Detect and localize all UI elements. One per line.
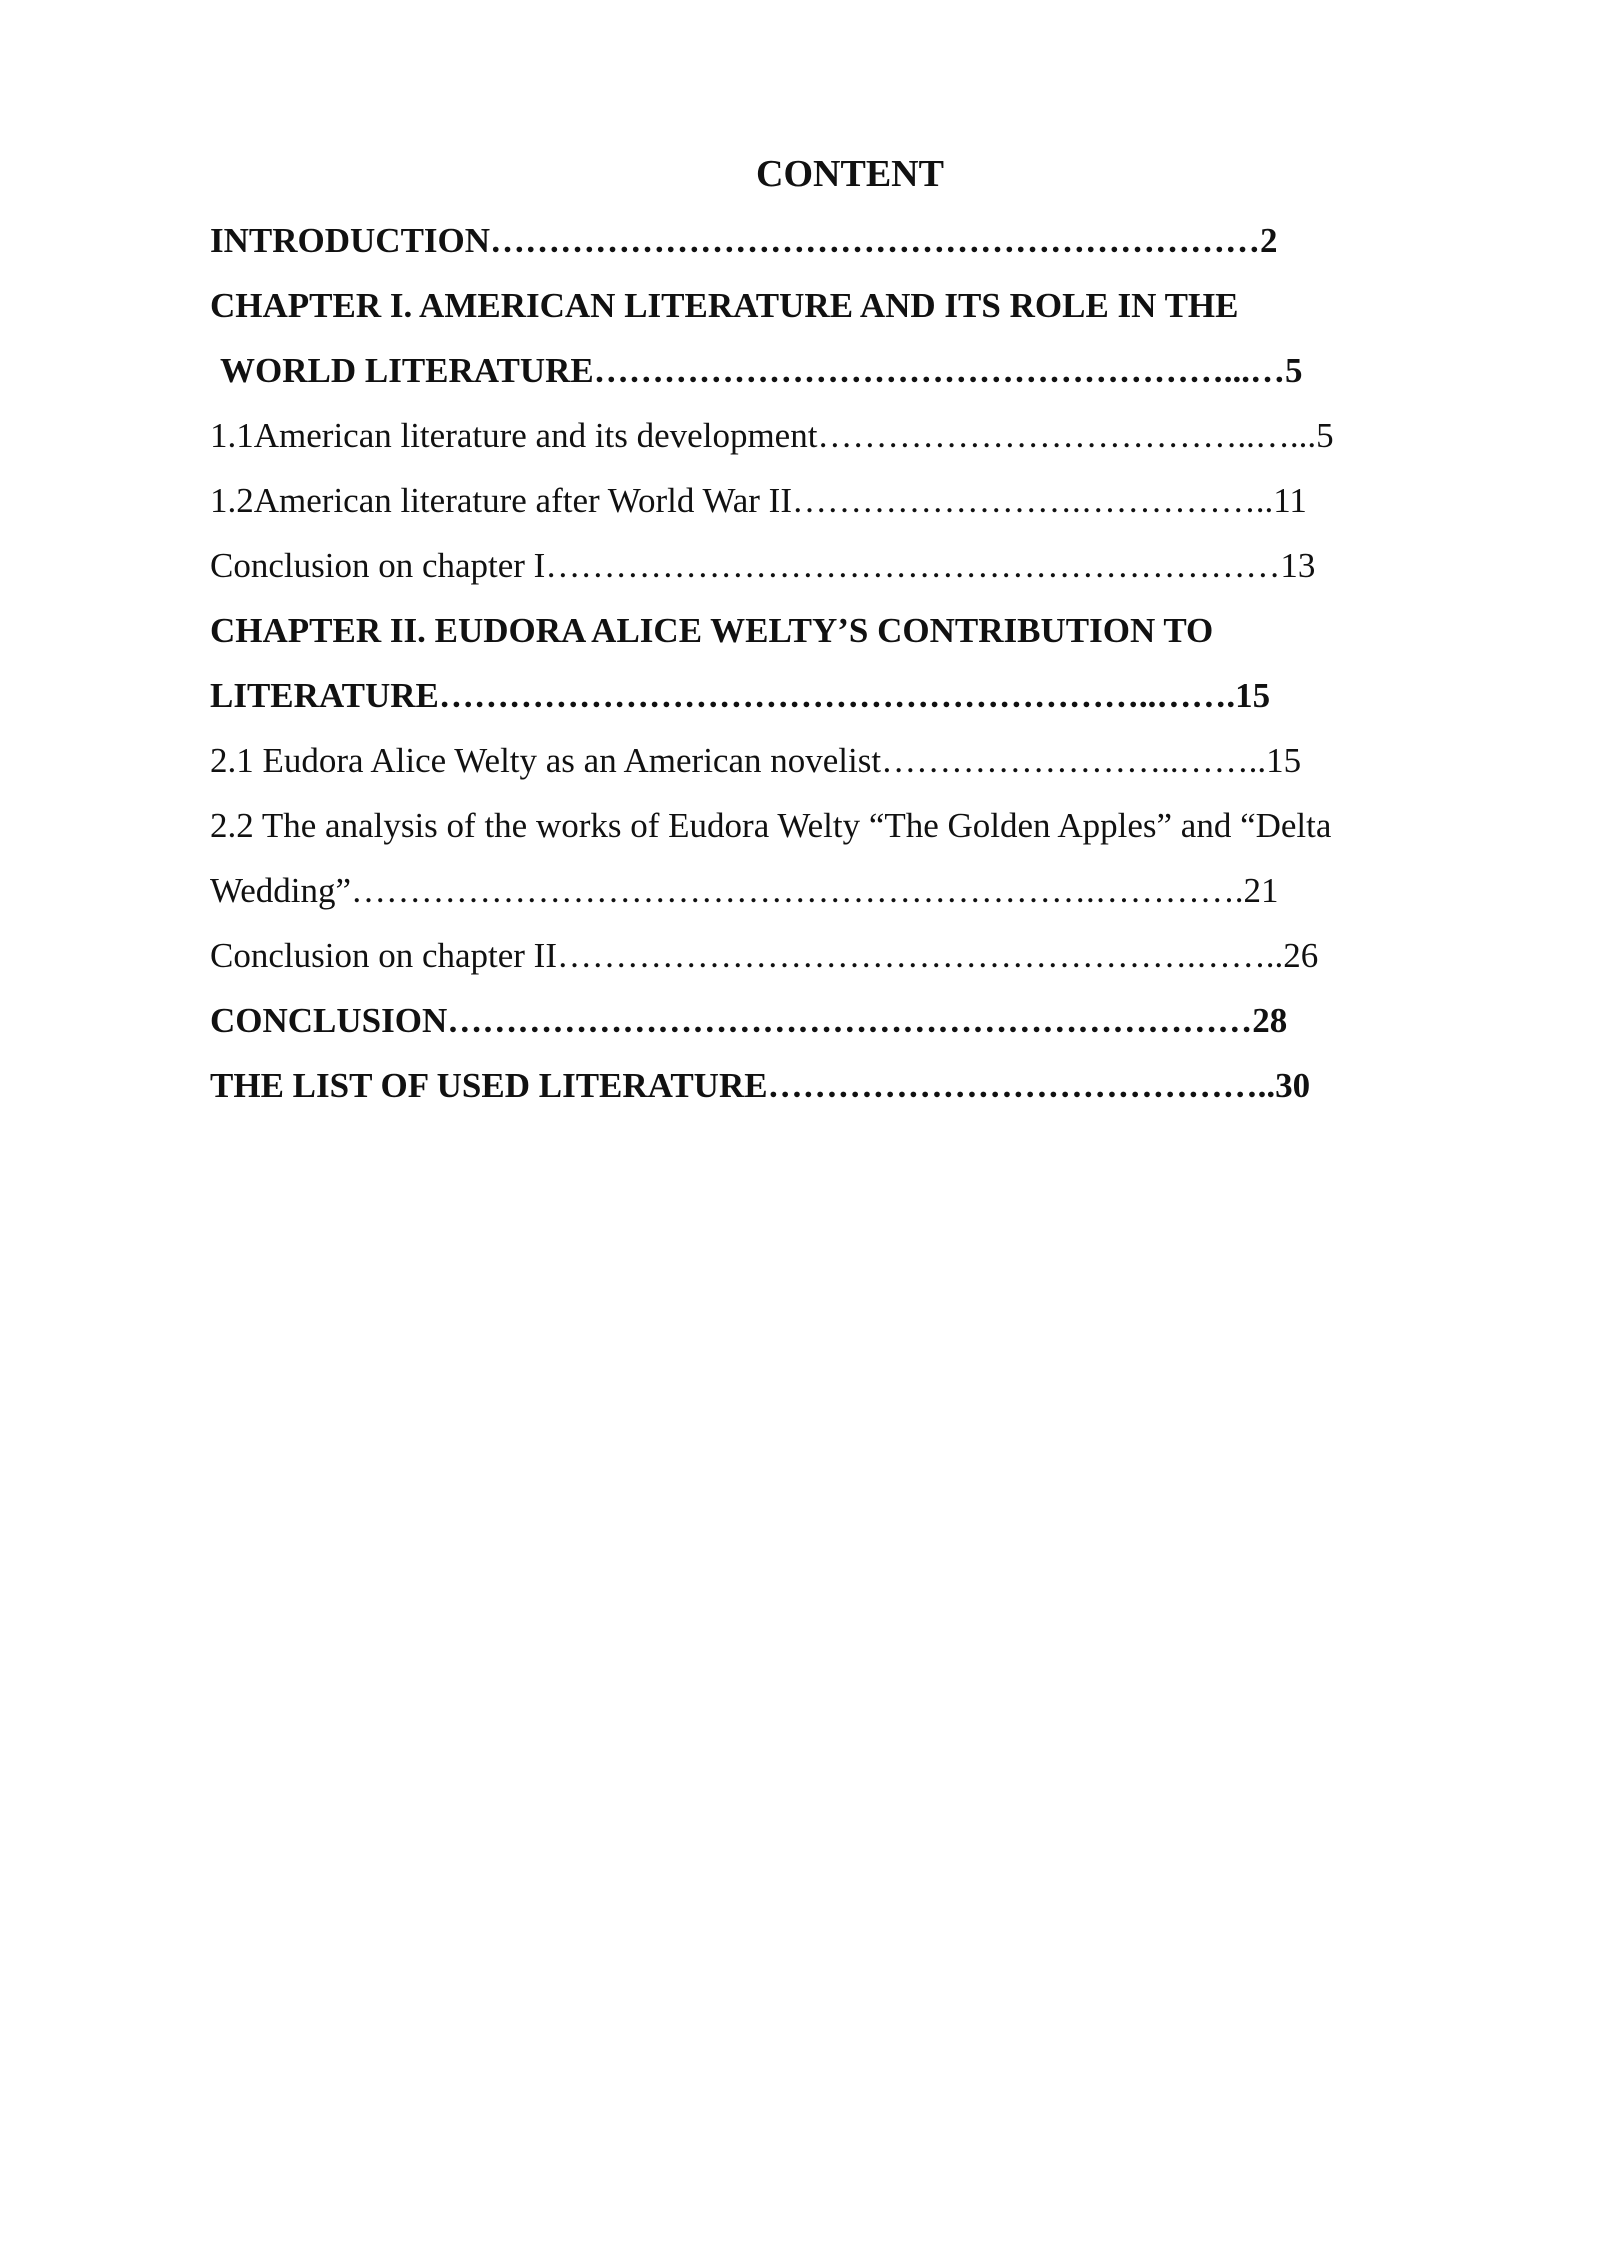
toc-entry-used-literature: THE LIST OF USED LITERATURE……………………………………..30 [210,1066,1311,1105]
toc-entry-chapter-2-title: CHAPTER II. EUDORA ALICE WELTY’S CONTRIBUTION TO [210,611,1214,650]
toc-entry-section-2-2-cont: Wedding”……………………………………………………….………….21 [210,871,1279,910]
toc-entry-conclusion: CONCLUSION……………………………………………………………28 [210,1001,1288,1040]
toc-entry-section-1-1: 1.1American literature and its development………………………………..…...5 [210,416,1334,455]
toc-entry-section-2-2: 2.2 The analysis of the works of Eudora Welty “The Golden Apples” and “Delta [210,806,1332,845]
toc-entry-introduction: INTRODUCTION…………………………………………………………2 [210,221,1278,260]
toc-entry-section-2-1: 2.1 Eudora Alice Welty as an American novelist……………………..……..15 [210,741,1302,780]
toc-title: CONTENT [756,153,944,195]
toc-entry-chapter-2-title-cont: LITERATURE……………………………………………………..…….15 [210,676,1271,715]
toc-entry-chapter-1-title: CHAPTER I. AMERICAN LITERATURE AND ITS ROLE IN THE [210,286,1239,325]
toc-entry-conclusion-chapter-1: Conclusion on chapter I………………………………………………………13 [210,546,1316,585]
toc-entry-section-1-2: 1.2American literature after World War II…………………….……………..11 [210,481,1307,520]
toc-entry-conclusion-chapter-2: Conclusion on chapter II……………………………………………….……..26 [210,936,1319,975]
toc-entry-chapter-1-title-cont: WORLD LITERATURE………………………………………………...…5 [220,351,1303,390]
